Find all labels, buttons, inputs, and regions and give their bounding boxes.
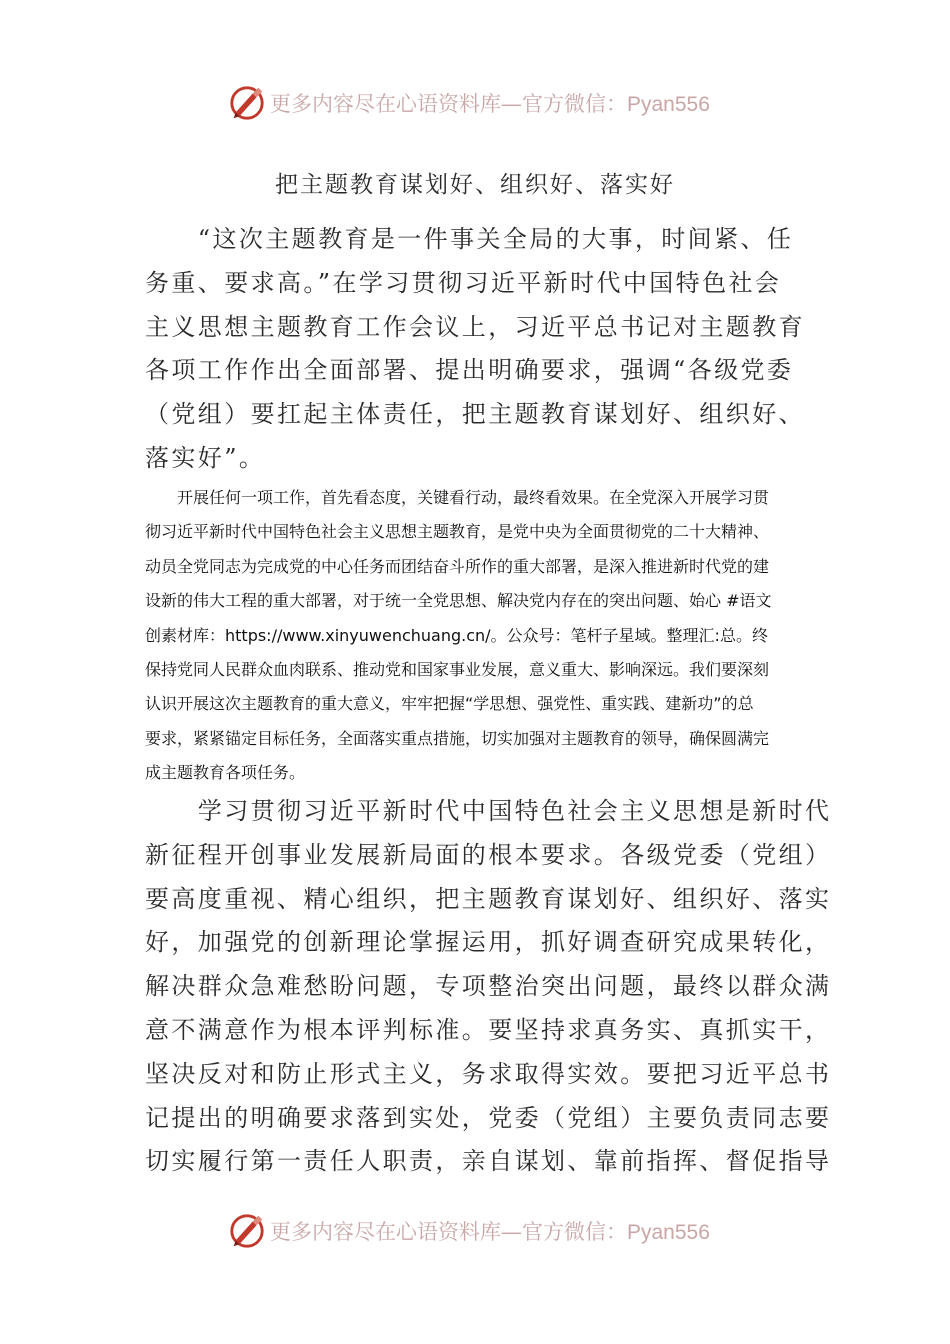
paragraph-2-line: 保持党同人民群众血肉联系、推动党和国家事业发展，意义重大、影响深远。我们要深刻 [145,660,770,680]
header-banner-wechat-id: Pyan556 [627,93,710,116]
paragraph-3-line: 坚决反对和防止形式主义，务求取得实效。要把习近平总书 [145,1059,832,1088]
paragraph-1-line: “这次主题教育是一件事关全局的大事，时间紧、任 [145,225,794,253]
paragraph-3-line: 学习贯彻习近平新时代中国特色社会主义思想是新时代 [145,797,832,825]
paragraph-3-line: 切实履行第一责任人职责，亲自谋划、靠前指挥、督促指导 [145,1147,832,1176]
paragraph-3 [145,790,832,1184]
paragraph-2-line: 成主题教育各项任务。 [145,763,306,783]
paragraph-2-line: 彻习近平新时代中国特色社会主义思想主题教育，是党中央为全面贯彻党的二十大精神、 [145,522,770,542]
paragraph-1-line: 各项工作作出全面部署、提出明确要求，强调“各级党委 [145,356,794,385]
paragraph-1-line: 落实好”。 [145,443,266,472]
header-watermark-banner [228,83,710,123]
header-banner-text: 更多内容尽在心语资料库—官方微信： [270,92,627,116]
paragraph-3-line: 要高度重视、精心组织，把主题教育谋划好、组织好、落实 [145,884,832,913]
paragraph-3-line: 意不满意作为根本评判标准。要坚持求真务实、真抓实干， [145,1015,832,1044]
paragraph-1-line: 主义思想主题教育工作会议上，习近平总书记对主题教育 [145,312,805,341]
footer-banner-text: 更多内容尽在心语资料库—官方微信： [270,1220,627,1244]
document-title: 把主题教育谋划好、组织好、落实好 [275,172,675,198]
footer-banner-wechat-id: Pyan556 [627,1221,710,1244]
paragraph-1-line: （党组）要扛起主体责任，把主题教育谋划好、组织好、 [145,400,805,429]
paragraph-2-line: 开展任何一项工作，首先看态度，关键看行动，最终看效果。在全党深入开展学习贯 [145,488,770,507]
paragraph-2 [145,481,815,791]
paragraph-3-line: 解决群众急难愁盼问题，专项整治突出问题，最终以群众满 [145,972,832,1001]
paragraph-2-line: 创素材库：https://www.xinyuwenchuang.cn/。公众号：笔杆子星域。整理汇:总。终 [145,625,768,645]
paragraph-3-line: 新征程开创事业发展新局面的根本要求。各级党委（党组） [145,840,832,869]
paragraph-2-line: 认识开展这次主题教育的重大意义，牢牢把握“学思想、强党性、重实践、建新功”的总 [145,694,754,714]
pen-logo-icon [228,84,266,122]
paragraph-3-line: 好，加强党的创新理论掌握运用，抓好调查研究成果转化， [145,928,832,957]
footer-watermark-banner [228,1211,710,1251]
paragraph-1-line: 务重、要求高。”在学习贯彻习近平新时代中国特色社会 [145,268,782,297]
paragraph-2-line: 动员全党同志为完成党的中心任务而团结奋斗所作的重大部署，是深入推进新时代党的建 [145,556,770,576]
paragraph-2-line: 设新的伟大工程的重大部署，对于统一全党思想、解决党内存在的突出问题、始心 #语文 [145,591,772,611]
pen-logo-icon [228,1212,266,1250]
paragraph-2-line: 要求，紧紧锚定目标任务，全面落实重点措施，切实加强对主题教育的领导，确保圆满完 [145,728,770,748]
paragraph-3-line: 记提出的明确要求落到实处，党委（党组）主要负责同志要 [145,1103,832,1132]
paragraph-1 [145,218,805,481]
